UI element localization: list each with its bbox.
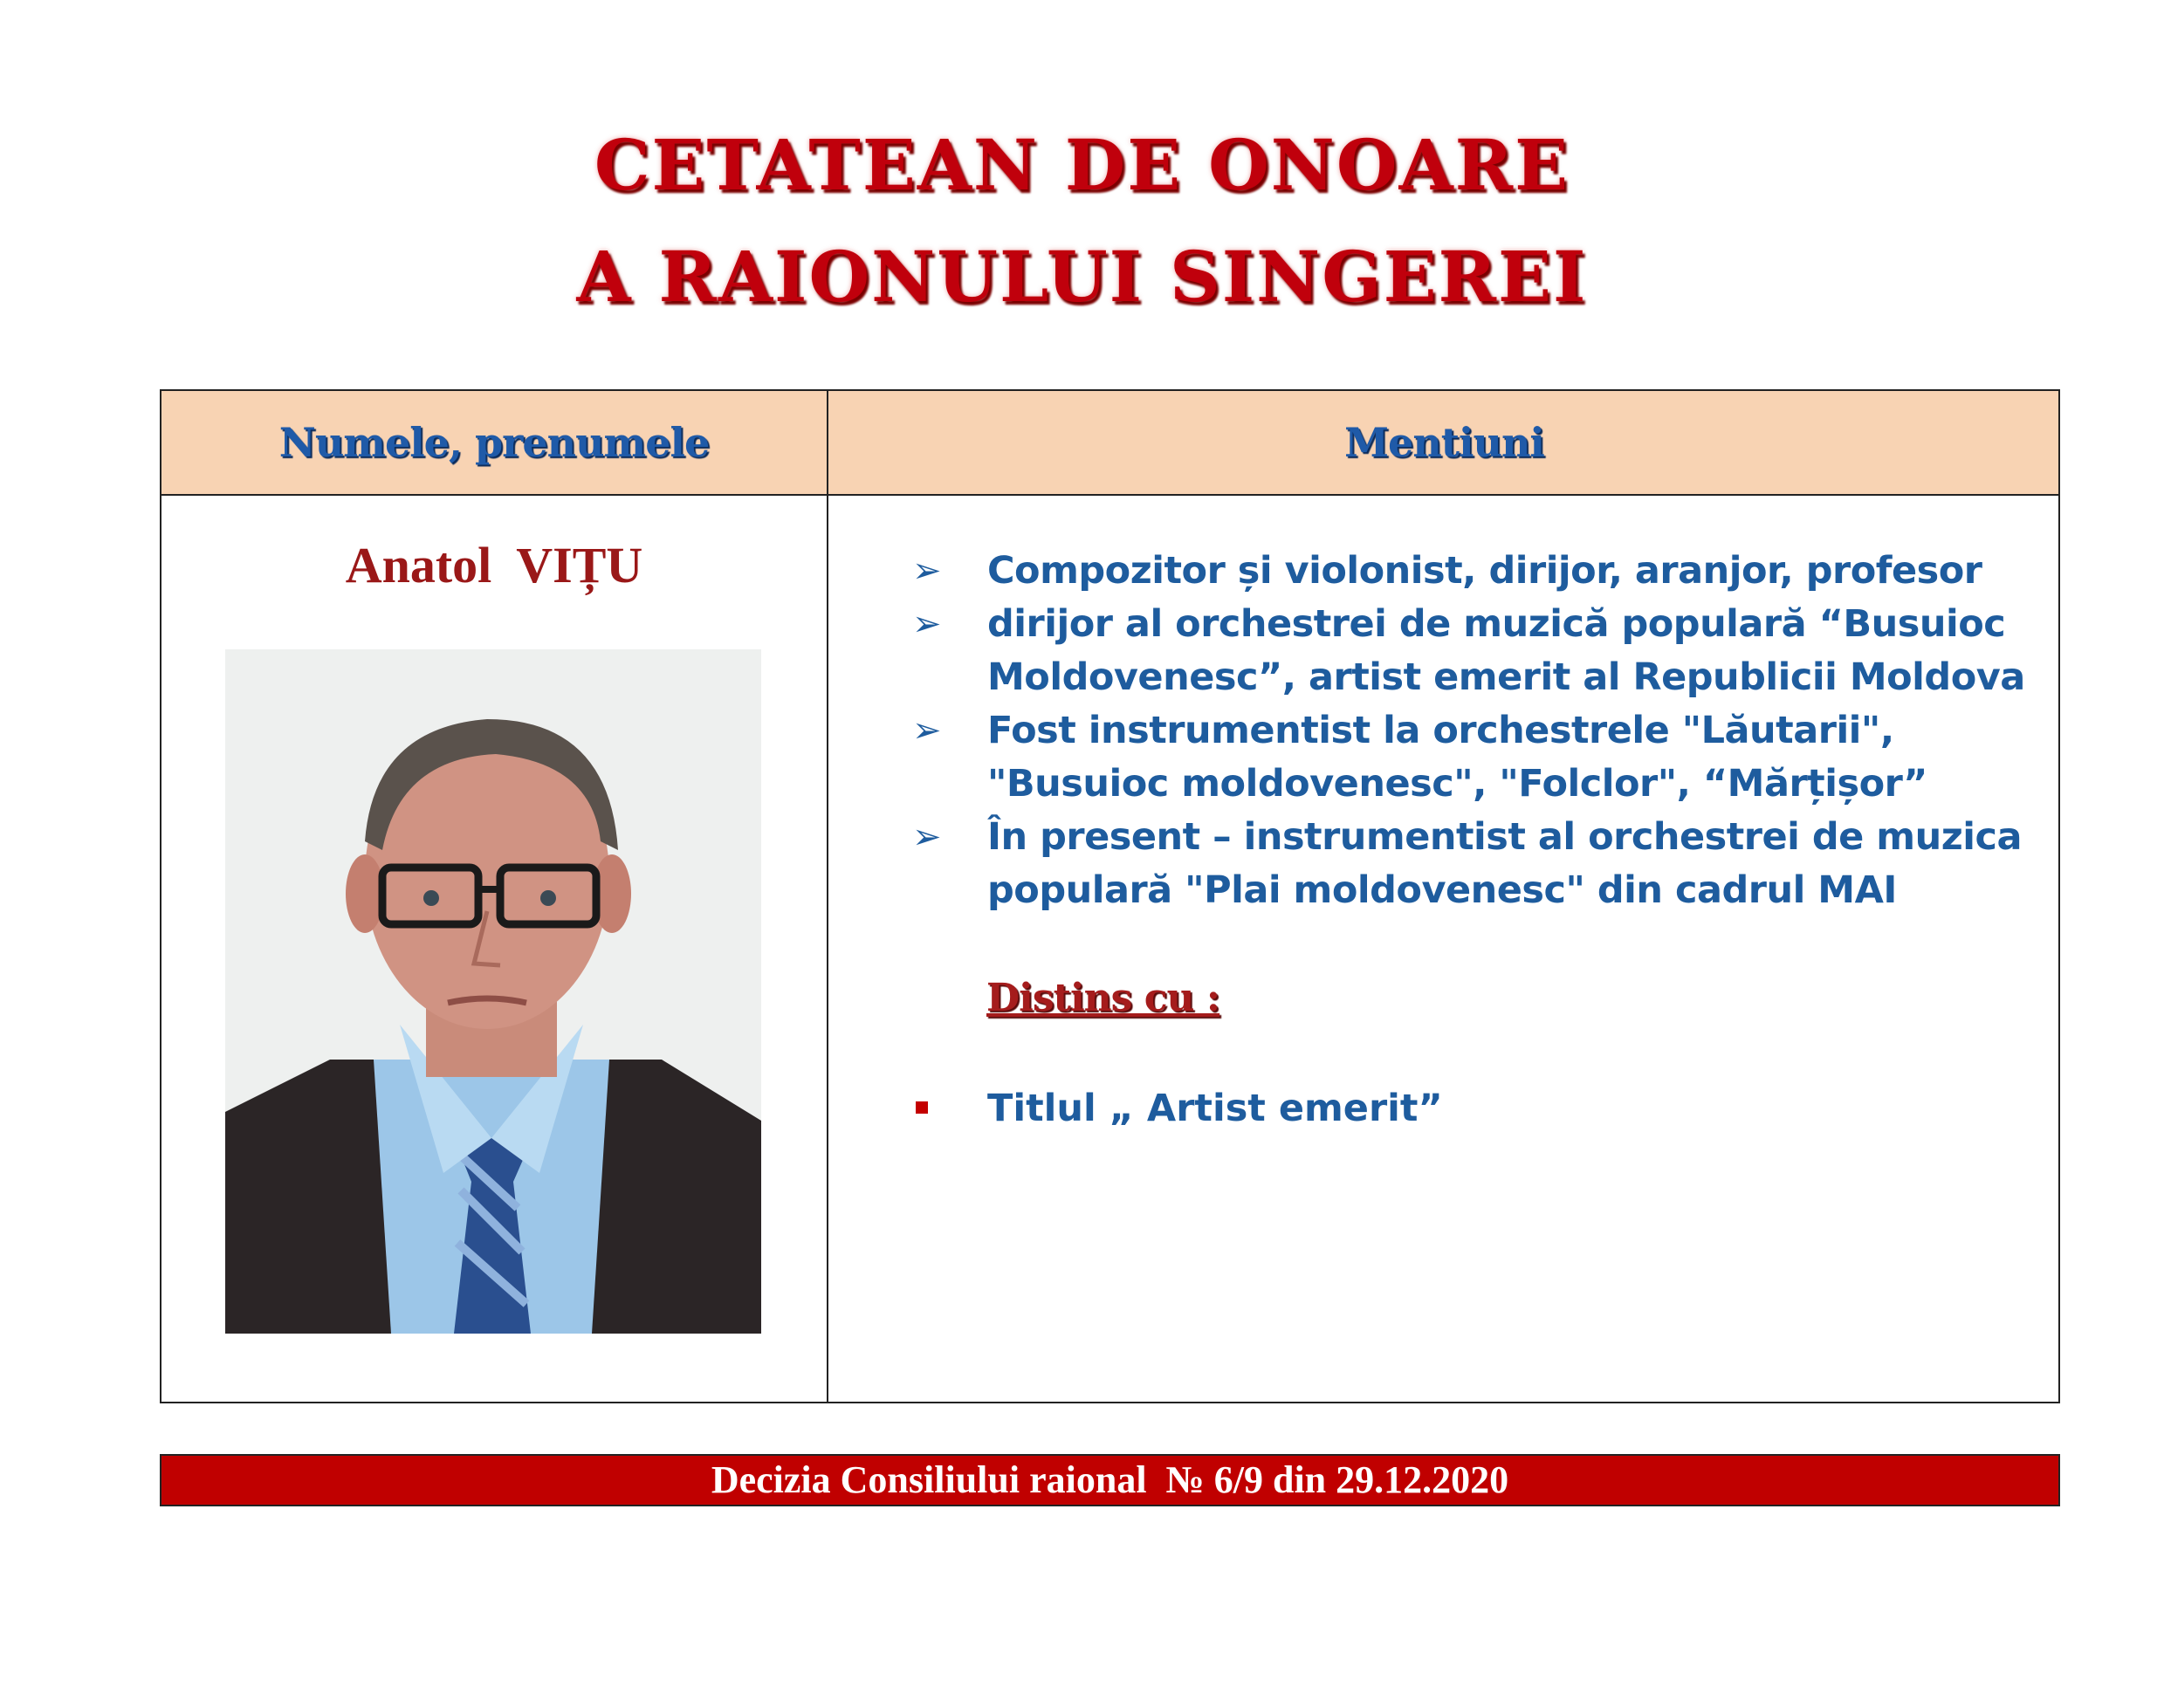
distinction-item: Titlul „ Artist emerit” [912, 1082, 2047, 1135]
person-name [161, 536, 827, 594]
last-name: VIȚU [516, 537, 643, 593]
square-bullet-icon [916, 1101, 928, 1114]
decision-footer: Decizia Consiliului raional № 6/9 din 29.12.2020 [160, 1454, 2060, 1506]
list-item: ➢ dirijor al orchestrei de muzică populară “Busuioc Moldovenesc”, artist emerit al Republicii Moldova [912, 598, 2047, 704]
portrait-photo [225, 649, 761, 1334]
distinctions-heading: Distins cu : [986, 976, 1220, 1020]
list-item: ➢ Fost instrumentist la orchestrele "Lăutarii", "Busuioc moldovenesc", "Folclor", “Mărțișor” [912, 704, 2047, 811]
arrow-bullet-icon: ➢ [912, 817, 942, 857]
arrow-bullet-icon: ➢ [912, 551, 942, 591]
page-title-line-1: CETATEAN DE ONOARE [594, 124, 1570, 206]
header-name: Numele, prenumele [278, 419, 710, 466]
arrow-bullet-icon: ➢ [912, 710, 942, 751]
column-divider [827, 391, 828, 1402]
arrow-bullet-icon: ➢ [912, 604, 942, 644]
list-item: ➢ În present – instrumentist al orchestrei de muzica populară "Plai moldovenesc" din cadrul MAI [912, 811, 2047, 917]
mentions-list [912, 545, 2047, 917]
honor-citizen-table [160, 389, 2060, 1403]
header-mentions: Mentiuni [1344, 419, 1544, 466]
list-item: ➢ Compozitor și violonist, dirijor, aranjor, profesor [912, 545, 2047, 598]
page-title-line-2: A RAIONULUI SINGEREI [576, 236, 1588, 318]
first-name: Anatol [345, 537, 492, 593]
